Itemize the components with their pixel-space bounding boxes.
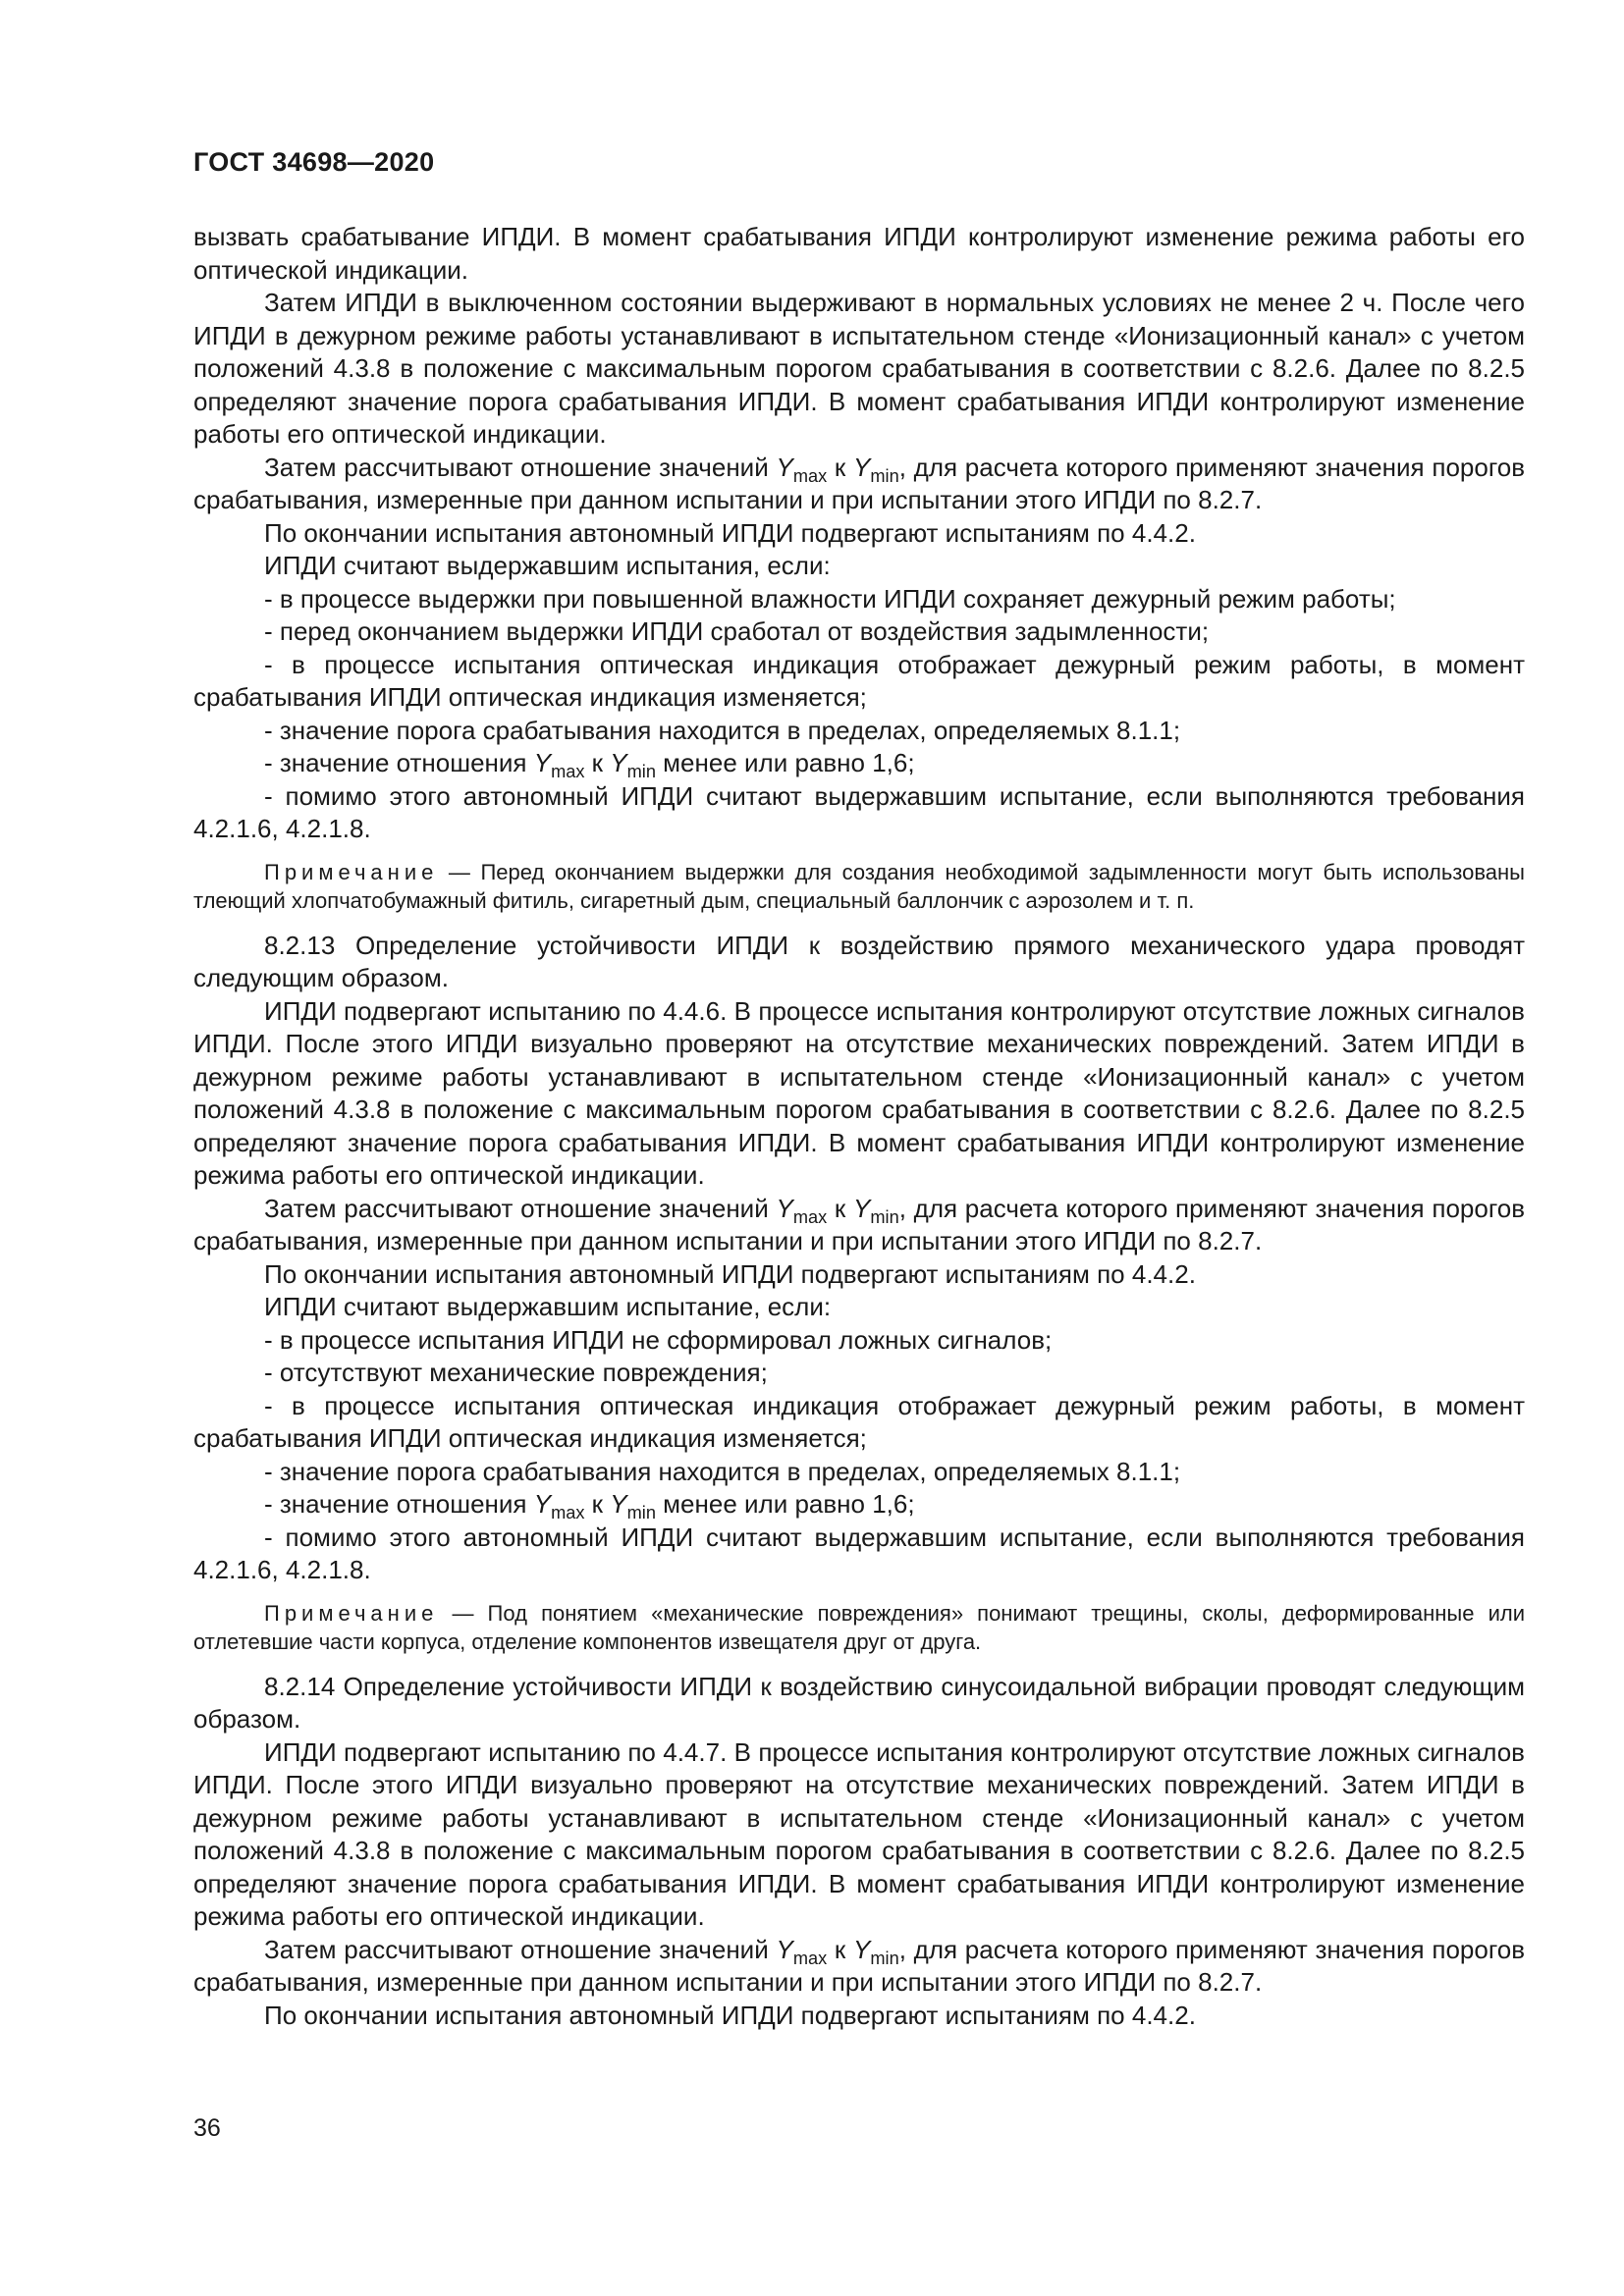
note <box>193 1599 1525 1656</box>
note-label: Примечание <box>264 859 439 884</box>
list-item: - в процессе выдержки при повышенной влажности ИПДИ сохраняет дежурный режим работы; <box>264 583 1396 614</box>
list-item: - в процессе испытания оптическая индикация отображает дежурный режим работы, в момент срабатывания ИПДИ оптическая индикация изменяется; <box>193 649 1525 712</box>
formula-paragraph: Затем рассчитывают отношение значений $Y_{max}$ к $Y_{min}$, для расчета которого применяют значения порогов срабатывания, измеренные при данном испытании и при испытании этого ИПДИ по 8.2.7. <box>193 1934 1526 1997</box>
list-item: - значение отношения $Y_{max}$ к $Y_{min}$ менее или равно 1,6; <box>264 748 915 782</box>
list-item: - значение порога срабатывания находится в пределах, определяемых 8.1.1; <box>264 1456 1181 1486</box>
paragraph: По окончании испытания автономный ИПДИ подвергают испытаниям по 4.4.2. <box>264 517 1196 548</box>
list-item: - в процессе испытания ИПДИ не сформировал ложных сигналов; <box>264 1324 1053 1355</box>
paragraph: По окончании испытания автономный ИПДИ подвергают испытаниям по 4.4.2. <box>264 2000 1196 2030</box>
paragraph: ИПДИ подвергают испытанию по 4.4.6. В процессе испытания контролируют отсутствие ложных сигналов ИПДИ. После этого ИПДИ визуально проверяют на отсутствие механических повреждений. Затем ИПДИ в дежурном режиме работы устанавливают в испытательном стенде «Ионизационный канал» с учетом положений 4.3.8 в положение с максимальным порогом срабатывания в соответствии с 8.2.6. Далее по 8.2.5 определяют значение порога срабатывания ИПДИ. В момент срабатывания ИПДИ контролируют изменение режима работы его оптической индикации. <box>193 995 1525 1190</box>
list-item: - помимо этого автономный ИПДИ считают выдержавшим испытание, если выполняются требования 4.2.1.6, 4.2.1.8. <box>193 1522 1525 1584</box>
page-number: 36 <box>193 2114 221 2142</box>
paragraph: По окончании испытания автономный ИПДИ подвергают испытаниям по 4.4.2. <box>264 1258 1196 1289</box>
list-item: - в процессе испытания оптическая индикация отображает дежурный режим работы, в момент срабатывания ИПДИ оптическая индикация изменяется; <box>193 1390 1525 1453</box>
note-text: — Перед окончанием выдержки для создания необходимой задымленности могут быть использованы тлеющий хлопчатобумажный фитиль, сигаретный дым, специальный баллончик с аэрозолем и т. п. <box>193 859 1525 913</box>
paragraph: ИПДИ считают выдержавшим испытание, если: <box>264 1292 832 1321</box>
clause-heading: 8.2.14 Определение устойчивости ИПДИ к воздействию синусоидальной вибрации проводят следующим образом. <box>193 1671 1525 1734</box>
note-text: — Под понятием «механические повреждения» понимают трещины, сколы, деформированные или отлетевшие части корпуса, отделение компонентов извещателя друг от друга. <box>193 1600 1525 1654</box>
note <box>193 858 1525 915</box>
list-item: - отсутствуют механические повреждения; <box>264 1358 768 1387</box>
formula-paragraph: Затем рассчитывают отношение значений $Y_{max}$ к $Y_{min}$, для расчета которого применяют значения порогов срабатывания, измеренные при данном испытании и при испытании этого ИПДИ по 8.2.7. <box>193 1193 1526 1255</box>
document-body <box>193 221 1525 2032</box>
paragraph: ИПДИ считают выдержавшим испытания, если: <box>264 551 831 580</box>
note-label: Примечание <box>264 1600 439 1626</box>
paragraph: Затем ИПДИ в выключенном состоянии выдерживают в нормальных условиях не менее 2 ч. После чего ИПДИ в дежурном режиме работы устанавливают в испытательном стенде «Ионизационный канал» с учетом положений 4.3.8 в положение с максимальным порогом срабатывания в соответствии с 8.2.6. Далее по 8.2.5 определяют значение порога срабатывания ИПДИ. В момент срабатывания ИПДИ контролируют изменение работы его оптической индикации. <box>193 288 1525 449</box>
formula-paragraph: Затем рассчитывают отношение значений $Y_{max}$ к $Y_{min}$, для расчета которого применяют значения порогов срабатывания, измеренные при данном испытании и при испытании этого ИПДИ по 8.2.7. <box>193 452 1526 514</box>
clause-heading: 8.2.13 Определение устойчивости ИПДИ к воздействию прямого механического удара проводят следующим образом. <box>193 930 1525 992</box>
paragraph: вызвать срабатывание ИПДИ. В момент срабатывания ИПДИ контролируют изменение режима работы его оптической индикации. <box>193 222 1525 285</box>
paragraph: ИПДИ подвергают испытанию по 4.4.7. В процессе испытания контролируют отсутствие ложных сигналов ИПДИ. После этого ИПДИ визуально проверяют на отсутствие механических повреждений. Затем ИПДИ в дежурном режиме работы устанавливают в испытательном стенде «Ионизационный канал» с учетом положений 4.3.8 в положение с максимальным порогом срабатывания в соответствии с 8.2.6. Далее по 8.2.5 определяют значение порога срабатывания ИПДИ. В момент срабатывания ИПДИ контролируют изменение режима работы его оптической индикации. <box>193 1736 1525 1931</box>
list-item: - помимо этого автономный ИПДИ считают выдержавшим испытание, если выполняются требования 4.2.1.6, 4.2.1.8. <box>193 780 1525 843</box>
document-header: ГОСТ 34698—2020 <box>193 147 435 177</box>
list-item: - значение порога срабатывания находится в пределах, определяемых 8.1.1; <box>264 715 1181 745</box>
list-item: - значение отношения $Y_{max}$ к $Y_{min}$ менее или равно 1,6; <box>264 1489 915 1523</box>
list-item: - перед окончанием выдержки ИПДИ сработал от воздействия задымленности; <box>264 616 1210 646</box>
